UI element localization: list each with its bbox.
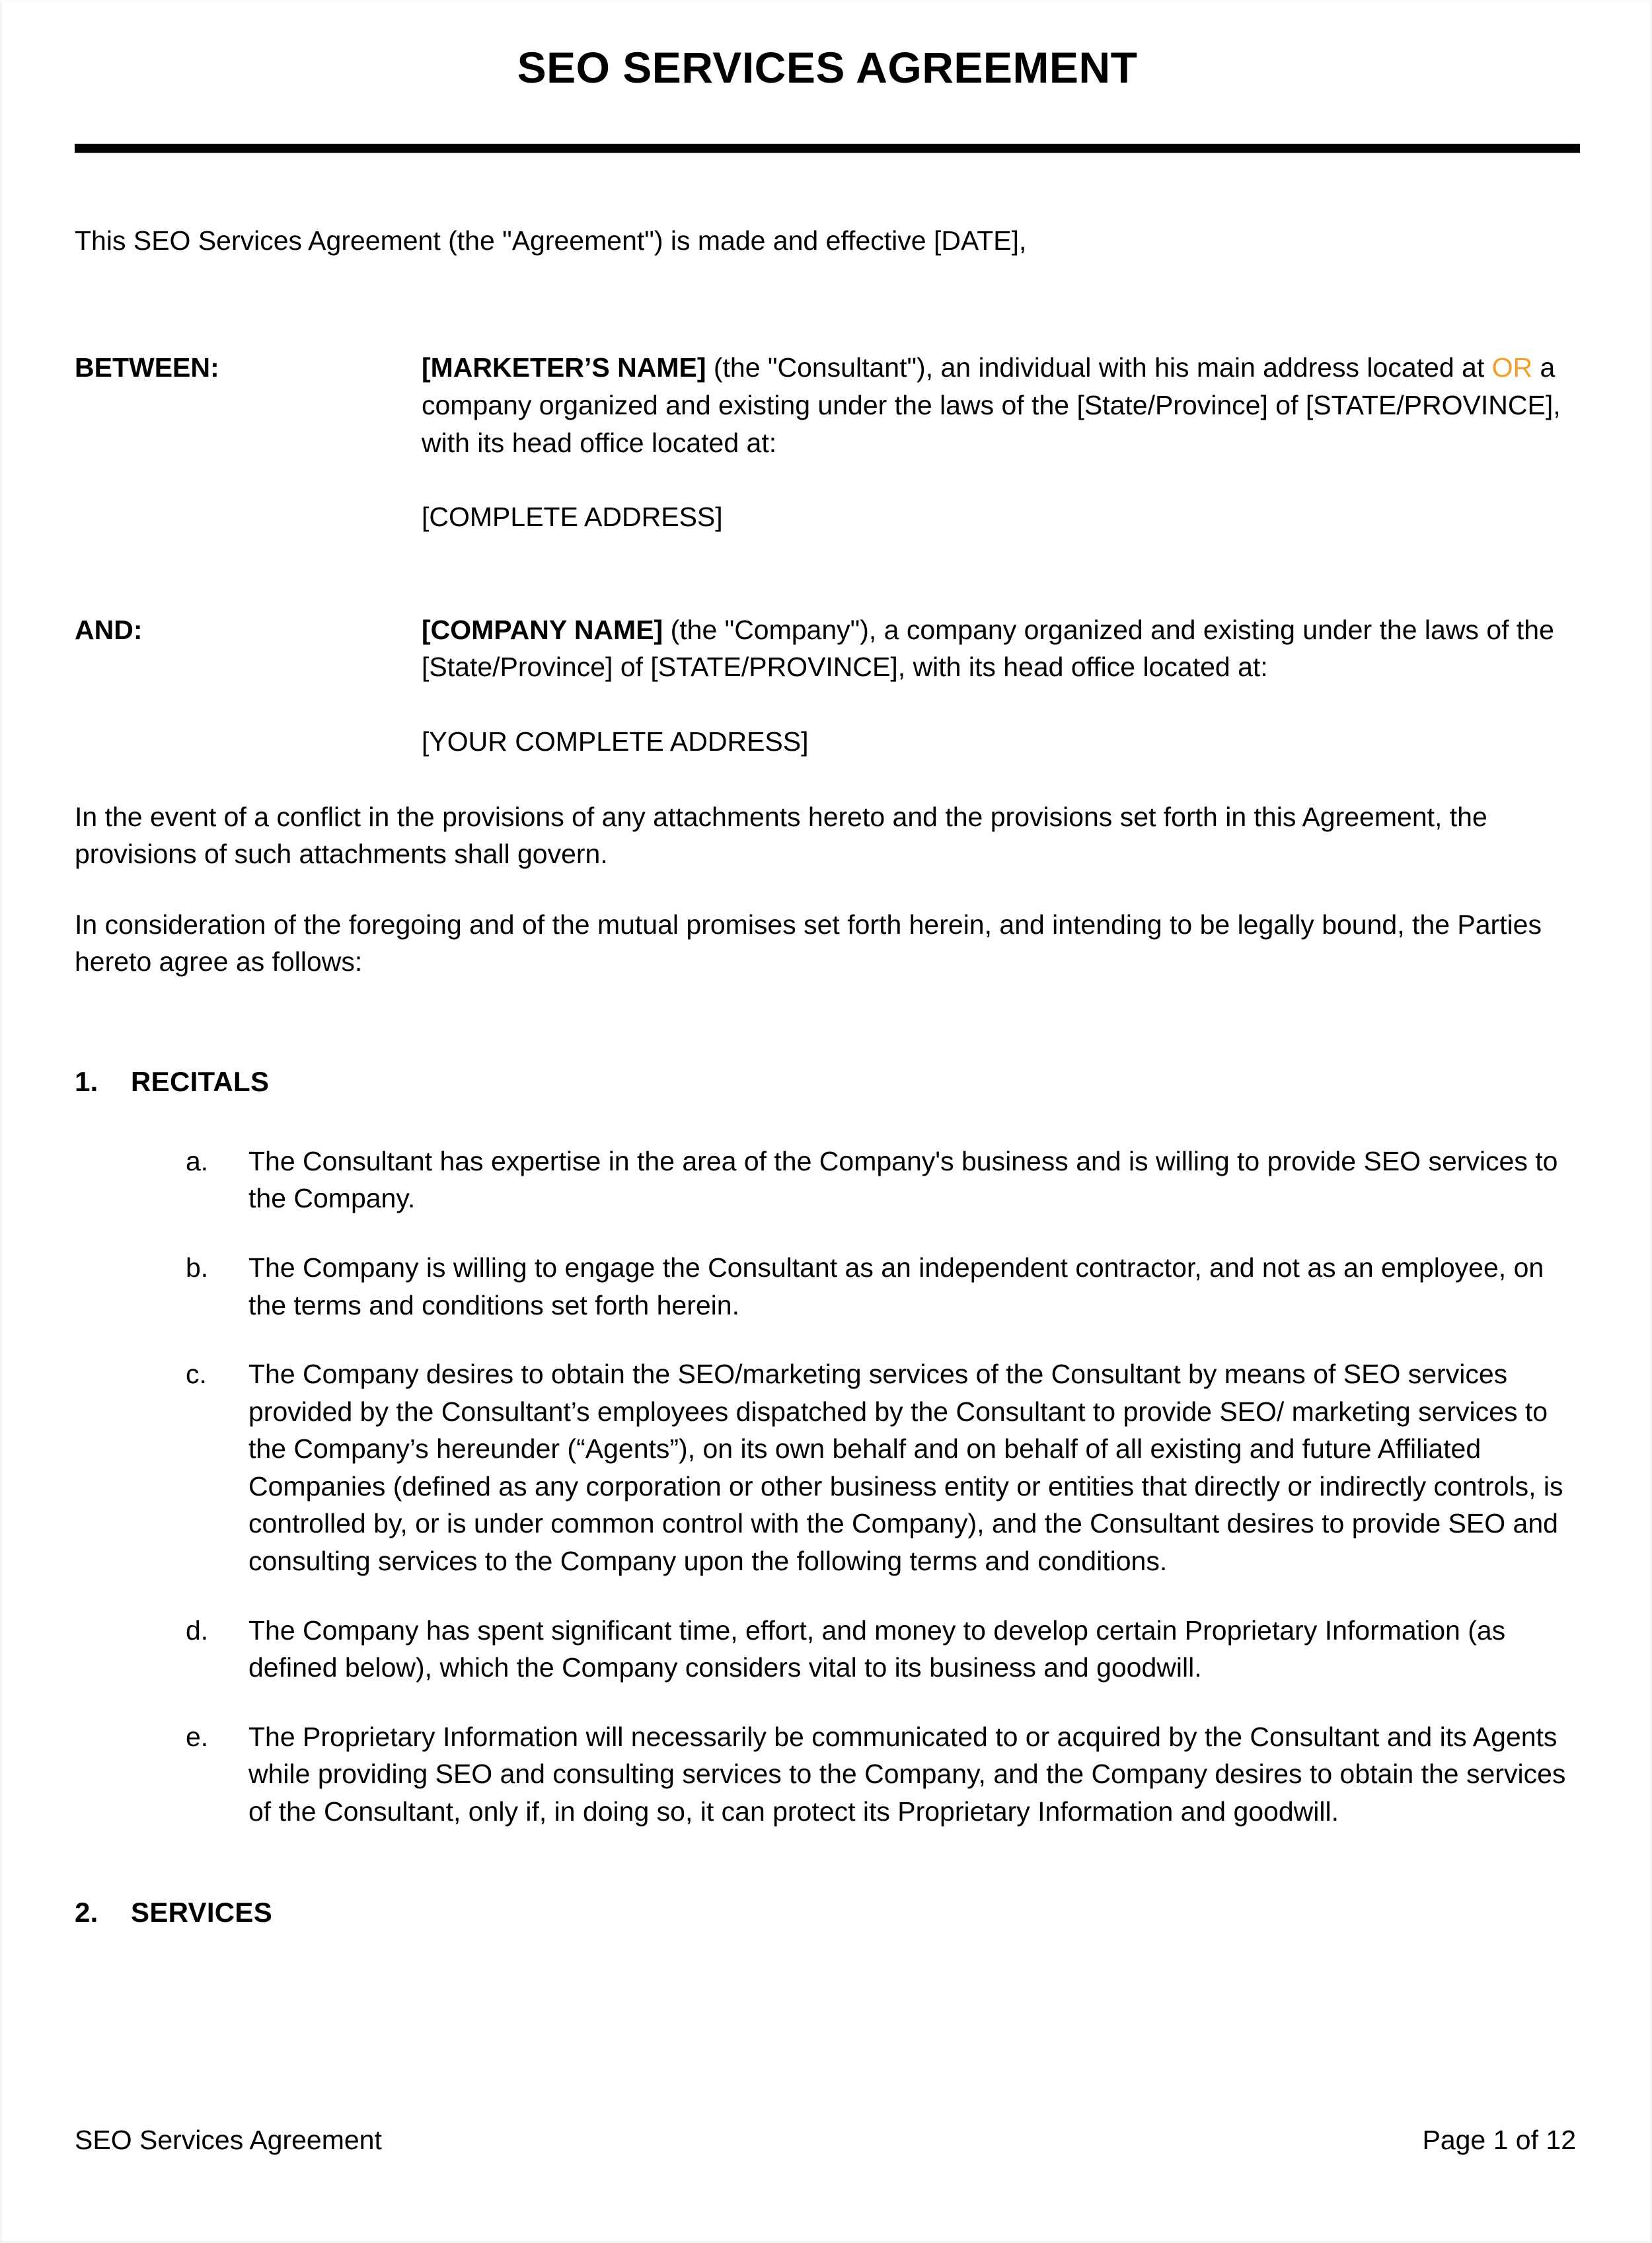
consideration-paragraph: In consideration of the foregoing and of the mutual promises set forth herein, and intending to be legally bound, the Parties hereto agree as follows: <box>75 909 1542 977</box>
list-marker: b. <box>186 1252 209 1283</box>
marketer-name-placeholder: [MARKETER’S NAME] <box>422 352 706 383</box>
conflict-paragraph: In the event of a conflict in the provisions of any attachments hereto and the provisions set forth in this Agreement, the provisions of such attachments shall govern. <box>75 801 1487 870</box>
section-number-1: 1. <box>75 1065 98 1097</box>
party-row-between <box>75 349 1580 535</box>
party-body-between <box>422 349 1580 535</box>
list-marker: c. <box>186 1359 207 1390</box>
list-item-text: The Company desires to obtain the SEO/marketing services of the Consultant by means of SEO services provided by the Consultant’s employees dispatched by the Consultant to provide SEO/ marketing services to the Company’s hereunder (“Agents”), on its own behalf and on behalf of all existing and future Affiliated Companies (defined as any corporation or other business entity or entities that directly or indirectly controls, is controlled by, or is under common control with the Company), and the Consultant desires to provide SEO and consulting services to the Company upon the following terms and conditions. <box>248 1359 1563 1577</box>
between-text-before-or: (the "Consultant"), an individual with his main address located at <box>706 352 1492 383</box>
list-item <box>75 1143 1580 1217</box>
list-marker: e. <box>186 1721 209 1752</box>
page-title: SEO SERVICES AGREEMENT <box>517 43 1138 92</box>
page-footer <box>75 2123 1576 2158</box>
footer-document-name: SEO Services Agreement <box>75 2124 382 2155</box>
list-item <box>75 1355 1580 1579</box>
party-body-and <box>422 611 1580 761</box>
list-item <box>75 1718 1580 1831</box>
section-title-recitals: RECITALS <box>131 1065 270 1097</box>
list-marker: a. <box>186 1145 209 1176</box>
list-marker: d. <box>186 1615 209 1646</box>
title-divider <box>75 143 1580 153</box>
recitals-list <box>75 1143 1580 1831</box>
section-heading-recitals <box>75 1066 1580 1098</box>
party-row-and <box>75 611 1580 761</box>
party-label-and: AND: <box>75 614 143 645</box>
section-heading-services <box>75 1897 1580 1928</box>
party-label-between: BETWEEN: <box>75 352 219 383</box>
section-number-2: 2. <box>75 1896 98 1928</box>
section-title-services: SERVICES <box>131 1896 273 1928</box>
company-name-placeholder: [COMPANY NAME] <box>422 614 663 645</box>
company-address-placeholder: [YOUR COMPLETE ADDRESS] <box>422 726 809 757</box>
marketer-address-placeholder: [COMPLETE ADDRESS] <box>422 502 723 533</box>
list-item-text: The Consultant has expertise in the area of the Company's business and is willing to provide SEO services to the Company. <box>248 1145 1558 1214</box>
footer-page-number: Page 1 of 12 <box>1422 2124 1576 2155</box>
list-item <box>75 1249 1580 1324</box>
intro-paragraph: This SEO Services Agreement (the "Agreement") is made and effective [DATE], <box>75 225 1027 256</box>
and-text: (the "Company"), a company organized and existing under the laws of the [State/Province] of [STATE/PROVINCE], with its head office located at: <box>422 614 1554 683</box>
document-content <box>75 2 1580 1928</box>
or-token: OR <box>1491 352 1533 383</box>
between-text-after-or: a company organized and existing under the laws of the [State/Province] of [STATE/PROVINCE], with its head office located at: <box>422 352 1561 458</box>
list-item-text: The Proprietary Information will necessarily be communicated to or acquired by the Consultant and its Agents while providing SEO and consulting services to the Company, and the Company desires to obtain the services of the Consultant, only if, in doing so, it can protect its Proprietary Information and goodwill. <box>248 1721 1566 1827</box>
list-item-text: The Company is willing to engage the Consultant as an independent contractor, and not as an employee, on the terms and conditions set forth herein. <box>248 1252 1544 1320</box>
list-item <box>75 1612 1580 1687</box>
list-item-text: The Company has spent significant time, effort, and money to develop certain Proprietary Information (as defined below), which the Company considers vital to its business and goodwill. <box>248 1615 1506 1683</box>
